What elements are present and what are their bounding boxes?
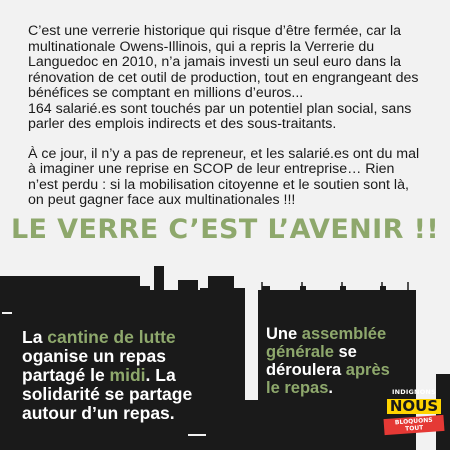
logo-line-3: BLOQUONS TOUT <box>384 415 445 435</box>
intro-paragraph-2: À ce jour, il n’y a pas de repreneur, et les salarié.es ont du mal à imaginer une reprise en SCOP de leur entreprise… Rien n’est perdu : si la mobilisation citoyenne et le soutien sont là, on peut gagner face aux multinationales !!! <box>28 145 420 208</box>
cantine-announcement <box>22 328 202 423</box>
logo-line-1: INDIGNONS <box>392 388 436 396</box>
right-text-5: . <box>328 379 333 397</box>
right-text-1: Une <box>266 325 302 343</box>
left-text-3: oganise un repas partagé le <box>22 346 166 385</box>
intro-p1b: 164 salarié.es sont touchés par un potentiel plan social, sans parler des emplois indirects et des sous-traitants. <box>28 100 412 132</box>
left-text-5: . La solidarité se partage autour d’un repas. <box>22 365 193 423</box>
left-highlight-midi: midi <box>109 365 146 385</box>
right-highlight-after: après le repas <box>266 361 390 397</box>
logo-line-2: NOUS <box>387 399 441 414</box>
right-highlight-assembly: assemblée générale <box>266 325 387 361</box>
assembly-announcement <box>266 325 406 397</box>
indignons-nous-logo <box>384 388 444 444</box>
right-text-3: se déroulera <box>266 343 357 379</box>
left-highlight-cantine: cantine de lutte <box>47 327 176 347</box>
slogan: LE VERRE C’EST L’AVENIR !! <box>10 214 440 245</box>
left-text-1: La <box>22 327 48 347</box>
intro-p1: C’est une verrerie historique qui risque d’être fermée, car la multinationale Owens-Illinois, qui a repris la Verrerie du Languedoc en 2010, n’a jamais investi un seul euro dans la rénovation de cet outil de production, tout en engrangeant des bénéfices se comptant en millions d’euros... <box>28 23 419 101</box>
